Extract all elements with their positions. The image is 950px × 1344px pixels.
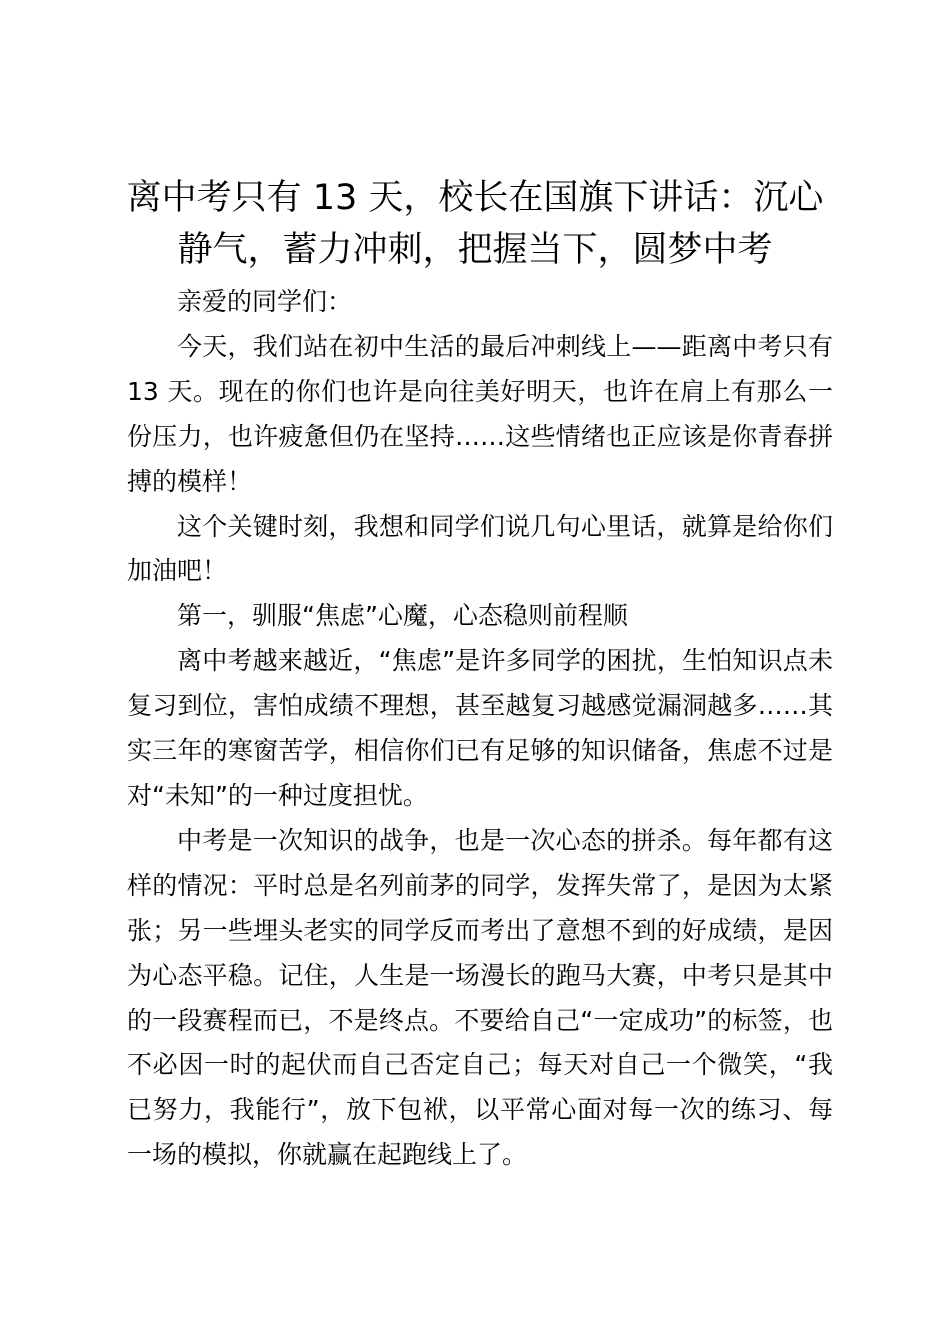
- anxiety-paragraph: 离中考越来越近，“焦虑”是许多同学的困扰，生怕知识点未复习到位，害怕成绩不理想，甚至越复习越感觉漏洞越多……其实三年的寒窗苦学，相信你们已有足够的知识储备，焦虑不过是对“未知”的一种过度担忧。: [127, 646, 833, 810]
- mindset-paragraph: 中考是一次知识的战争，也是一次心态的拼杀。每年都有这样的情况：平时总是名列前茅的同学，发挥失常了，是因为太紧张；另一些埋头老实的同学反而考出了意想不到的好成绩，是因为心态平稳。记住，人生是一场漫长的跑马大赛，中考只是其中的一段赛程而已，不是终点。不要给自己“一定成功”的标签，也不必因一时的起伏而自己否定自己；每天对自己一个微笑，“我已努力，我能行”，放下包袱，以平常心面对每一次的练习、每一场的模拟，你就赢在起跑线上了。: [127, 825, 833, 1170]
- document-title: 离中考只有 13 天，校长在国旗下讲话：沉心静气，蓄力冲刺，把握当下，圆梦中考: [126, 178, 824, 270]
- greeting-paragraph: 亲爱的同学们：: [177, 287, 353, 316]
- section-heading-1: 第一，驯服“焦虑”心魔，心态稳则前程顺: [177, 601, 628, 631]
- encouragement-paragraph: 这个关键时刻，我想和同学们说几句心里话，就算是给你们加油吧！: [127, 511, 833, 586]
- intro-paragraph: 今天，我们站在初中生活的最后冲刺线上——距离中考只有 13 天。现在的你们也许是向往美好明天，也许在肩上有那么一份压力，也许疲惫但仍在坚持……这些情绪也正应该是你青春拼搏的模样！: [127, 331, 833, 496]
- document-body: [127, 280, 833, 1178]
